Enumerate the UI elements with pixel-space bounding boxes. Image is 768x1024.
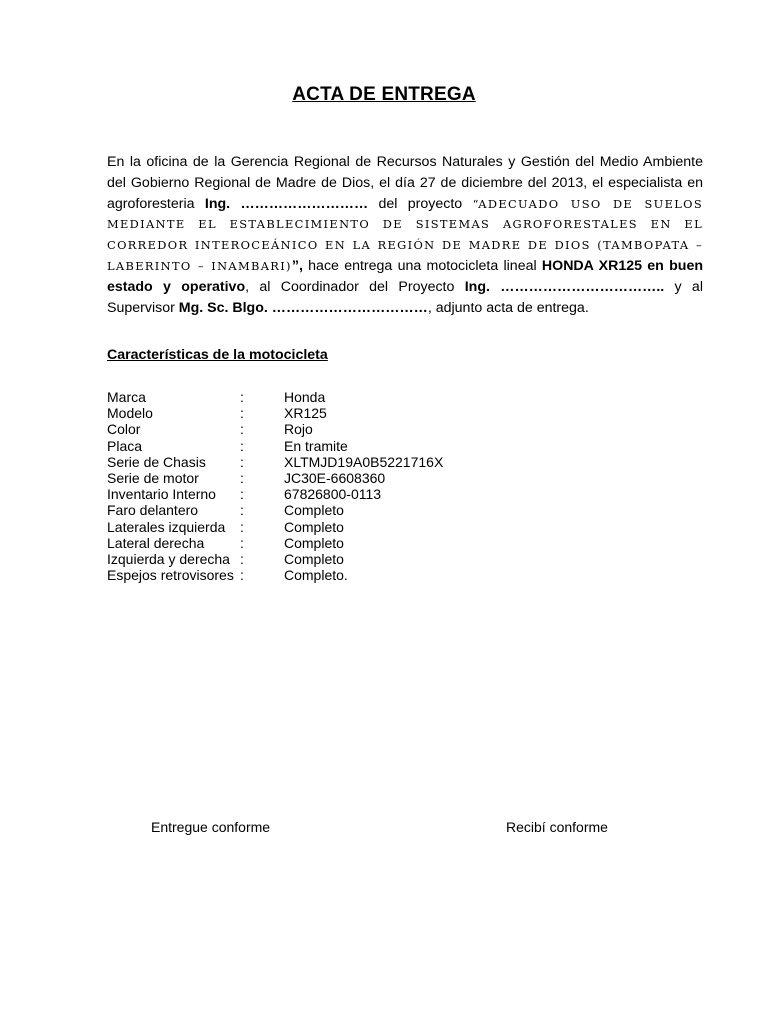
project-name: “ADECUADO USO DE SUELOS MEDIANTE EL ESTABLECIMIENTO DE SISTEMAS AGROFORESTALES EN EL CORREDOR INTEROCEÁNICO EN LA REGIÓN DE MADRE DE DIOS (TAMBOPATA – LABERINTO – INAMBARI)	[107, 196, 703, 273]
spec-value: Rojo	[284, 421, 313, 438]
table-row	[107, 535, 443, 551]
spec-value: Completo.	[284, 567, 348, 584]
paragraph-text: y al Supervisor	[107, 278, 703, 316]
paragraph-text: hace entrega una motocicleta lineal	[302, 257, 542, 274]
table-row	[107, 470, 443, 486]
specs-table	[107, 389, 443, 583]
quote-close: ”,	[291, 257, 303, 274]
spec-separator: :	[240, 437, 244, 454]
spec-separator: :	[240, 502, 244, 519]
table-row	[107, 502, 443, 518]
spec-separator: :	[240, 486, 244, 503]
spec-separator: :	[240, 389, 244, 405]
spec-separator: :	[240, 470, 244, 487]
vehicle-description: HONDA XR125 en buen estado y operativo	[107, 257, 703, 295]
spec-label: Serie de Chasis	[107, 453, 206, 470]
section-heading: Características de la motocicleta	[107, 347, 328, 363]
table-row	[107, 389, 443, 405]
spec-separator: :	[240, 551, 244, 568]
spec-value: Completo	[284, 518, 344, 535]
spec-separator: :	[240, 567, 244, 584]
spec-label: Lateral derecha	[107, 534, 205, 551]
spec-separator: :	[240, 453, 244, 470]
spec-label: Color	[107, 421, 141, 438]
engineer-blank: Ing. ………………………	[204, 195, 369, 212]
paragraph-text: En la oficina de la Gerencia Regional de Recursos Naturales y Gestión del Medio Ambiente del Gobierno Regional de Madre de Dios, el día 27 de diciembre del 2013, el especialista en agroforesteria	[107, 154, 703, 212]
spec-separator: :	[240, 534, 244, 551]
paragraph-text: , al Coordinador del Proyecto	[245, 278, 465, 295]
spec-value: Honda	[284, 389, 326, 405]
spec-value: XR125	[284, 405, 327, 422]
table-row	[107, 486, 443, 502]
table-row	[107, 519, 443, 535]
spec-value: JC30E-6608360	[284, 470, 386, 487]
spec-label: Modelo	[107, 405, 153, 422]
coordinator-blank: Ing. ……………………………..	[464, 278, 665, 295]
paragraph-text: , adjunto acta de entrega.	[427, 299, 589, 316]
spec-label: Marca	[107, 389, 146, 405]
spec-value: 67826800-0113	[284, 486, 382, 503]
document-title: ACTA DE ENTREGA	[292, 84, 476, 105]
spec-value: En tramite	[284, 437, 348, 454]
table-row	[107, 405, 443, 421]
supervisor-blank: Mg. Sc. Blgo. ……………………………	[178, 299, 428, 316]
spec-separator: :	[240, 421, 244, 438]
table-row	[107, 438, 443, 454]
spec-label: Placa	[107, 437, 143, 454]
spec-value: Completo	[284, 534, 344, 551]
spec-label: Izquierda y derecha	[107, 551, 230, 568]
spec-value: XLTMJD19A0B5221716X	[284, 453, 444, 470]
signature-received: Recibí conforme	[506, 819, 608, 835]
spec-separator: :	[240, 518, 244, 535]
spec-label: Inventario Interno	[107, 486, 216, 503]
table-row	[107, 551, 443, 567]
spec-label: Faro delantero	[107, 502, 199, 519]
body-paragraph	[107, 152, 703, 318]
spec-label: Laterales izquierda	[107, 518, 226, 535]
spec-label: Serie de motor	[107, 470, 199, 487]
signature-delivered: Entregue conforme	[151, 819, 271, 835]
spec-value: Completo	[284, 551, 344, 568]
spec-value: Completo	[284, 502, 344, 519]
paragraph-text: del proyecto	[368, 195, 473, 212]
table-row	[107, 567, 443, 583]
spec-label: Espejos retrovisores	[107, 567, 234, 584]
table-row	[107, 421, 443, 437]
spec-separator: :	[240, 405, 244, 422]
table-row	[107, 454, 443, 470]
